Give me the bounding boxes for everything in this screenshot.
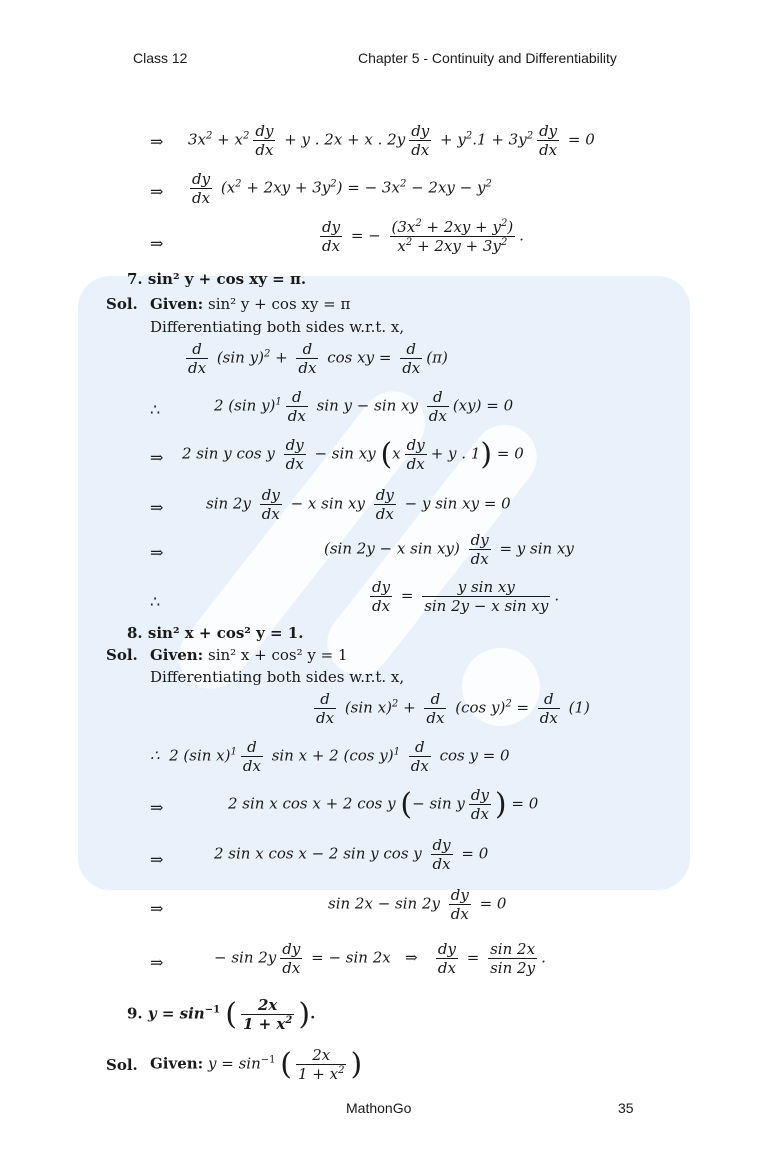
equation-line: $\frac{dy}{dx}$ = $\frac{\text{y sin xy}}{\text{sin 2y − x sin xy}}$ . [372, 578, 560, 615]
given-label: Given: [150, 1054, 204, 1073]
given-line [150, 295, 350, 313]
implies-symbol: ⇒ [150, 953, 164, 972]
equation-line: − sin 2y $\frac{dy}{dx}$ = − sin 2x ⇒ $\frac{dy}{dx}$ = $\frac{\sin 2x}{\sin 2y}$ . [214, 940, 546, 977]
equation-line: $\frac{d}{dx}$ (sin x)$^2$ + $\frac{d}{dx}$ (cos y)$^2$ = $\frac{d}{dx}$ (1) [316, 690, 590, 727]
question-8 [127, 624, 303, 642]
implies-symbol: ⇒ [150, 899, 164, 918]
given-label: Given: [150, 295, 204, 313]
equation-line: $\frac{dy}{dx}$ = − $\frac{(3x^2 + 2xy + y^2)}{x^2 + 2xy + 3y^2}$ . [322, 218, 524, 255]
equation-line: $3x^2 + x^2$ $\frac{dy}{dx}$ + y . 2x + x . 2y $\frac{dy}{dx}$ + $y^2.1 + 3y^2$ $\frac{dy}{dx}$ = 0 [188, 122, 595, 159]
equation-line: 2 (sin y)$^1$ $\frac{d}{dx}$ sin y − sin xy $\frac{d}{dx}$ (xy) = 0 [214, 388, 514, 425]
given-line [150, 646, 348, 664]
therefore-symbol: ∴ [150, 400, 161, 419]
equation-line: $\frac{d}{dx}$ (sin y)$^2$ + $\frac{d}{dx}$ cos xy = $\frac{d}{dx}$ (π) [188, 340, 448, 377]
given-expression: sin² y + cos xy = π [208, 295, 351, 313]
equation-line: $\frac{dy}{dx}$ $(x^2 + 2xy + 3y^2)$ = − $3x^2 - 2xy - y^2$ [192, 170, 492, 207]
differentiating-text: Differentiating both sides w.r.t. x, [150, 318, 405, 336]
equation-line: sin 2x − sin 2y $\frac{dy}{dx}$ = 0 [328, 886, 507, 923]
implies-symbol: ⇒ [150, 498, 164, 517]
page-number: 35 [618, 1100, 634, 1116]
equation-line: 2 sin y cos y $\frac{dy}{dx}$ − sin xy (x $\frac{dy}{dx}$ + y . 1) = 0 [182, 436, 524, 473]
question-9: 9. $y = \sin^{-1}$ ( $\frac{2x}{1 + x^2}$ ). [127, 996, 316, 1033]
header-chapter: Chapter 5 - Continuity and Differentiability [358, 50, 617, 66]
differentiating-text: Differentiating both sides w.r.t. x, [150, 668, 405, 686]
implies-symbol: ⇒ [150, 132, 164, 151]
equation-line: (sin 2y − x sin xy) $\frac{dy}{dx}$ = y sin xy [324, 531, 574, 568]
given-expression: sin² x + cos² y = 1 [208, 646, 348, 664]
solution-label: Sol. [106, 295, 138, 313]
question-text: sin² y + cos xy = π. [147, 270, 307, 288]
implies-symbol: ⇒ [150, 543, 164, 562]
given-label: Given: [150, 646, 204, 664]
given-line: Given: $y = \sin^{-1}$ ( $\frac{2x}{1 + x^2}$ ) [150, 1046, 363, 1083]
footer-brand: MathonGo [346, 1100, 412, 1116]
implies-symbol: ⇒ [150, 234, 164, 253]
question-number: 9. [127, 1004, 143, 1023]
equation-line: sin 2y $\frac{dy}{dx}$ − x sin xy $\frac{dy}{dx}$ − y sin xy = 0 [206, 486, 511, 523]
header-class: Class 12 [133, 50, 188, 66]
equation-line: ∴ 2 (sin x)$^1$ $\frac{d}{dx}$ sin x + 2 (cos y)$^1$ $\frac{d}{dx}$ cos y = 0 [150, 738, 510, 775]
question-7 [127, 270, 306, 288]
implies-symbol: ⇒ [150, 448, 164, 467]
implies-symbol: ⇒ [150, 798, 164, 817]
question-text: y = sin [147, 1004, 205, 1023]
question-number: 7. [127, 270, 143, 288]
therefore-symbol: ∴ [150, 592, 161, 611]
given-expression: y = sin [208, 1054, 261, 1073]
solution-label: Sol. [106, 646, 138, 664]
question-text: sin² x + cos² y = 1. [147, 624, 304, 642]
question-number: 8. [127, 624, 143, 642]
implies-symbol: ⇒ [150, 182, 164, 201]
equation-line: 2 sin x cos x − 2 sin y cos y $\frac{dy}{dx}$ = 0 [214, 836, 489, 873]
equation-line: 2 sin x cos x + 2 cos y (− sin y $\frac{dy}{dx}$ ) = 0 [228, 786, 539, 823]
solution-label: Sol. [106, 1056, 138, 1074]
implies-symbol: ⇒ [150, 850, 164, 869]
